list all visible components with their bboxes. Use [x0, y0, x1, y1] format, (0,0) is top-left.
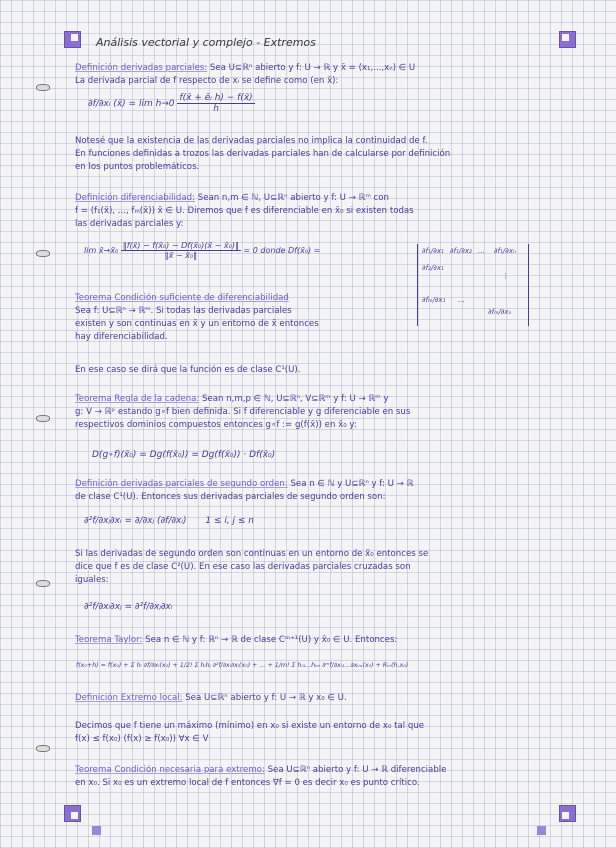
text: existen y son continuas en x̄ y un entorno de x̄ entonces [75, 319, 319, 329]
fraction [121, 241, 241, 260]
heading-derivadas-parciales: Definición derivadas parciales: [75, 63, 208, 73]
fraction [177, 93, 254, 114]
formula-segundo-orden [84, 516, 254, 526]
binder-hole [36, 250, 50, 257]
numerator: f(x̄ + ēᵢ h) − f(x̄) [179, 93, 253, 103]
section-taylor [75, 634, 575, 647]
corner-mark-bottom-left [64, 805, 81, 822]
binder-hole [36, 415, 50, 422]
text: Sean n,m ∈ ℕ, U⊆ℝⁿ abierto y f: U → ℝᵐ con [195, 193, 389, 203]
text: f(x) ≤ f(x₀) (f(x) ≥ f(x₀)) ∀x ∈ V [75, 734, 209, 744]
text: Sea f: U⊆ℝⁿ → ℝᵐ. Si todas las derivadas parciales [75, 306, 292, 316]
denominator: h [213, 104, 219, 114]
heading-condicion-suficiente: Teorema Condición suficiente de diferenciabilidad [75, 293, 289, 303]
square-mark-bottom-right [537, 826, 546, 835]
formula-taylor: f(x₀+h) = f(x₀) + Σ hᵢ ∂f/∂xᵢ(x₀) + 1/2! Σ hᵢhⱼ ∂²f/∂xᵢ∂xⱼ(x₀) + ... + 1/m! Σ hᵢ₁...hᵢₘ ∂ᵐf/∂xᵢ₁...∂xᵢₘ(x₀) + Rₘ(h,x₀) [76, 662, 409, 669]
section-extremo-local [75, 692, 575, 705]
binder-hole [36, 84, 50, 91]
text: dice que f es de clase C²(U). En ese caso las derivadas parciales cruzadas son [75, 562, 411, 572]
text: respectivos dominios compuestos entonces g∘f := g(f(x̄)) en x̄₀ y: [75, 420, 357, 430]
text: En ese caso se dirá que la función es de clase C¹(U). [75, 365, 301, 375]
formula-schwarz [84, 602, 173, 612]
section-nota [75, 135, 575, 174]
denominator: ‖x̄ − x̄₀‖ [164, 251, 198, 260]
corner-mark-bottom-right [559, 805, 576, 822]
formula-part: lim h→0 [138, 99, 175, 109]
formula-part: = ∂²f/∂xⱼ∂xᵢ [124, 602, 173, 612]
binder-hole [36, 745, 50, 752]
square-mark-bottom-left [92, 826, 101, 835]
text: las derivadas parciales y: [75, 219, 184, 229]
matrix-cell: ∂fₘ/∂x₁ [422, 296, 446, 304]
text: hay diferenciabilidad. [75, 332, 168, 342]
text: en x₀. Si x₀ es un extremo local de f entonces ∇f = 0 es decir x₀ es punto crítico. [75, 778, 420, 788]
formula-part: ∂f/∂xᵢ (x̄) = [88, 99, 137, 109]
matrix-cell: ∂f₁/∂xₙ [494, 247, 516, 255]
text: Sea n ∈ ℕ y U⊆ℝⁿ y f: U → ℝ [287, 479, 414, 489]
text: Sea U⊆ℝⁿ abierto y f: U → ℝ diferenciable [264, 765, 447, 775]
heading-taylor: Teorema Taylor: [75, 635, 143, 645]
text: Sean n,m,p ∈ ℕ, U⊆ℝⁿ, V⊆ℝᵐ y f: U → ℝᵐ y [199, 394, 389, 404]
text: En funciones definidas a trozos las derivadas parciales han de calcularse por definición [75, 149, 451, 159]
text: Notesé que la existencia de las derivadas parciales no implica la continuidad de f. [75, 136, 428, 146]
formula-part: ∂²f/∂xᵢ∂xⱼ [84, 602, 122, 612]
text: iguales: [75, 575, 109, 585]
section-extremo-local-def [75, 720, 575, 746]
matrix-cell: ... [478, 247, 485, 255]
section-segundo-orden [75, 478, 575, 504]
heading-diferenciabilidad: Definición diferenciabilidad: [75, 193, 196, 203]
formula-part: = 0 donde Df(x̄₀) = [243, 246, 321, 255]
section-condicion-suficiente [75, 292, 415, 344]
matrix-cell: ... [458, 296, 465, 304]
heading-segundo-orden: Definición derivadas parciales de segundo orden: [75, 479, 288, 489]
corner-mark-top-left [64, 31, 81, 48]
corner-mark-top-right [559, 31, 576, 48]
text: La derivada parcial de f respecto de xᵢ se define como (en x̄): [75, 76, 339, 86]
text: Sea n ∈ ℕ y f: ℝⁿ → ℝ de clase Cᵐ⁺¹(U) y x̄₀ ∈ U. Entonces: [142, 635, 398, 645]
binder-hole [36, 580, 50, 587]
formula-derivada-parcial [88, 93, 255, 114]
text: Sea U⊆ℝⁿ abierto y f: U → ℝ y x₀ ∈ U. [182, 693, 347, 703]
matrix-cell: ∂fₘ/∂xₙ [488, 308, 512, 316]
section-regla-cadena [75, 393, 575, 432]
text: Sea U⊆ℝⁿ abierto y f: U → ℝ y x̄ = (x₁,...,xₙ) ∈ U [207, 63, 416, 73]
section-derivadas-parciales [75, 62, 575, 88]
section-diferenciabilidad [75, 192, 575, 231]
heading-regla-cadena: Teorema Regla de la cadena: [75, 394, 200, 404]
matrix-cell: ∂f₁/∂x₁ [422, 247, 444, 255]
heading-extremo-local: Definición Extremo local: [75, 693, 183, 703]
formula-part: 1 ≤ i, j ≤ n [205, 516, 255, 526]
formula-diferenciabilidad [84, 241, 320, 260]
text: en los puntos problemáticos. [75, 162, 200, 172]
text: Decimos que f tiene un máximo (mínimo) en x₀ si existe un entorno de x₀ tal que [75, 721, 425, 731]
text: f = (f₁(x̄), ..., fₘ(x̄)) x̄ ∈ U. Diremos que f es diferenciable en x̄₀ si existen todas [75, 206, 414, 216]
text: de clase C¹(U). Entonces sus derivadas parciales de segundo orden son: [75, 492, 386, 502]
formula-part: lim x̄→x̄₀ [84, 246, 119, 255]
numerator: ‖f(x̄) − f(x̄₀) − Df(x̄₀)(x̄ − x̄₀)‖ [122, 241, 239, 250]
jacobian-matrix [417, 244, 529, 326]
text: Si las derivadas de segundo orden son continuas en un entorno de x̄₀ entonces se [75, 549, 429, 559]
matrix-cell: ⋮ [502, 272, 509, 280]
section-clase-c1 [75, 364, 575, 377]
text: g: V → ℝᵖ estando g∘f bien definida. Si f diferenciable y g diferenciable en sus [75, 407, 411, 417]
matrix-cell: ∂f₁/∂x₂ [450, 247, 472, 255]
page-title: Análisis vectorial y complejo - Extremos [96, 36, 316, 49]
formula-part: = ∂/∂xⱼ (∂f/∂xᵢ) [124, 516, 187, 526]
matrix-cell: ∂f₂/∂x₁ [422, 264, 444, 272]
section-condicion-necesaria [75, 764, 575, 790]
formula-regla-cadena: D(g∘f)(x̄₀) = Dg(f(x̄₀)) = Dg(f(x̄₀)) · Df(x̄₀) [92, 450, 276, 460]
section-schwarz [75, 548, 575, 587]
formula-part: ∂²f/∂xⱼ∂xᵢ [84, 516, 122, 526]
heading-condicion-necesaria: Teorema Condición necesaria para extremo: [75, 765, 265, 775]
